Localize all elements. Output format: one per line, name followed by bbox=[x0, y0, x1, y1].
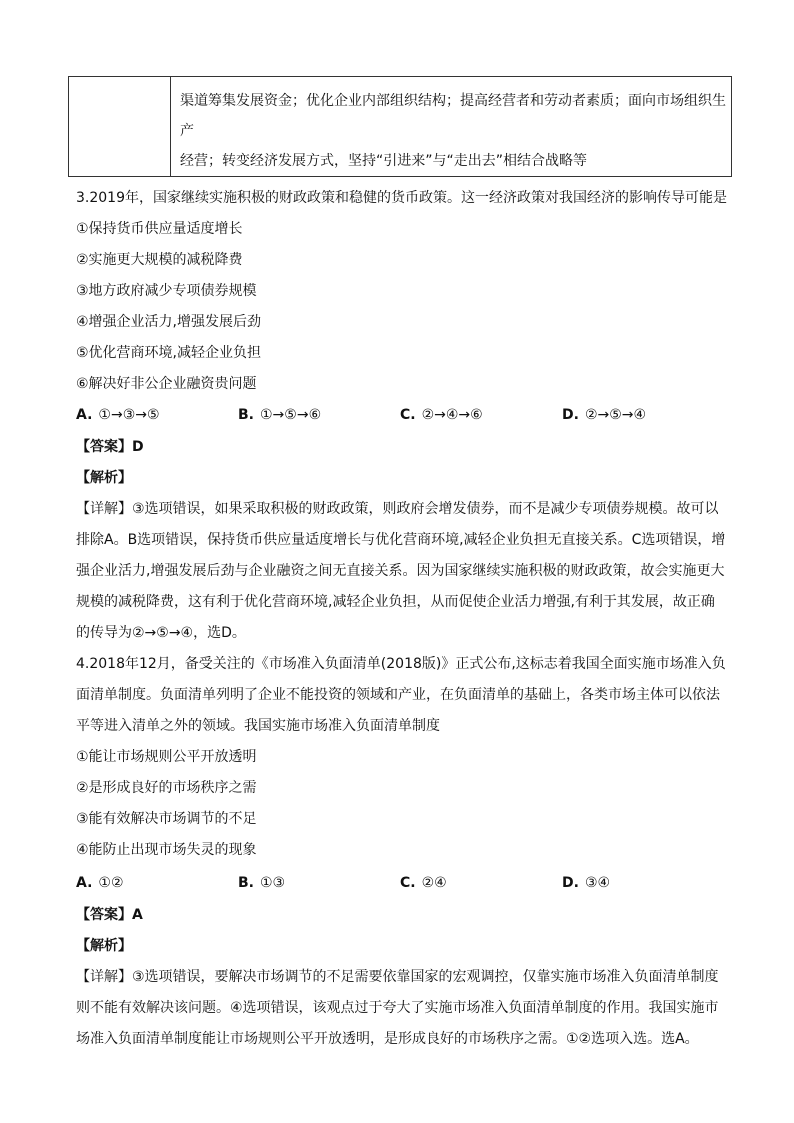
q3-analysis-label: 【解析】 bbox=[76, 470, 132, 486]
q3-detail-line-1: 【详解】③选项错误，如果采取积极的财政政策，则政府会增发债券，而不是减少专项债券规模。故可以 bbox=[76, 501, 719, 517]
q4-item-2: ②是形成良好的市场秩序之需 bbox=[76, 780, 257, 796]
q4-item-4: ④能防止出现市场失灵的现象 bbox=[76, 842, 257, 858]
q4-option-a: A. ①② bbox=[76, 875, 124, 891]
q4-detail-line-3: 场准入负面清单制度能让市场规则公平开放透明，是形成良好的市场秩序之需。①②选项入选。选A。 bbox=[76, 1031, 699, 1047]
q4-item-1: ①能让市场规则公平开放透明 bbox=[76, 749, 257, 765]
table-cell-empty bbox=[69, 77, 171, 177]
q3-option-d: D. ②→⑤→④ bbox=[562, 407, 647, 423]
q3-item-1: ①保持货币供应量适度增长 bbox=[76, 221, 243, 237]
q3-item-4: ④增强企业活力,增强发展后劲 bbox=[76, 314, 262, 330]
q4-stem-line-3: 平等进入清单之外的领域。我国实施市场准入负面清单制度 bbox=[76, 718, 440, 734]
q3-item-6: ⑥解决好非公企业融资贵问题 bbox=[76, 376, 257, 392]
q4-stem-line-1: 4.2018年12月，备受关注的《市场准入负面清单(2018版)》正式公布,这标志着我国全面实施市场准入负 bbox=[76, 656, 726, 672]
q4-option-d: D. ③④ bbox=[562, 875, 611, 891]
table-cell-content bbox=[171, 77, 732, 177]
table-text-line-1: 渠道筹集发展资金；优化企业内部组织结构；提高经营者和劳动者素质；面向市场组织生产 bbox=[180, 93, 726, 139]
table-text-line-2: 经营；转变经济发展方式，坚持“引进来”与“走出去”相结合战略等 bbox=[180, 153, 588, 169]
q3-detail-line-3: 强企业活力,增强发展后劲与企业融资之间无直接关系。因为国家继续实施积极的财政政策，故会实施更大 bbox=[76, 563, 725, 579]
q4-detail-line-2: 则不能有效解决该问题。④选项错误，该观点过于夸大了实施市场准入负面清单制度的作用。我国实施市 bbox=[76, 1000, 719, 1016]
q3-option-b: B. ①→⑤→⑥ bbox=[238, 407, 322, 423]
q3-item-2: ②实施更大规模的减税降费 bbox=[76, 252, 243, 268]
q3-detail-line-2: 排除A。B选项错误，保持货币供应量适度增长与优化营商环境,减轻企业负担无直接关系。C选项错误，增 bbox=[76, 532, 726, 548]
q3-detail-line-5: 的传导为②→⑤→④，选D。 bbox=[76, 625, 246, 641]
q4-stem-line-2: 面清单制度。负面清单列明了企业不能投资的领域和产业，在负面清单的基础上，各类市场主体可以依法 bbox=[76, 687, 720, 703]
q3-answer: 【答案】D bbox=[76, 439, 144, 455]
q4-analysis-label: 【解析】 bbox=[76, 938, 132, 954]
q4-answer: 【答案】A bbox=[76, 907, 143, 923]
continuation-table bbox=[68, 76, 732, 177]
q4-option-b: B. ①③ bbox=[238, 875, 286, 891]
q3-item-3: ③地方政府减少专项债券规模 bbox=[76, 283, 257, 299]
q3-detail-line-4: 规模的减税降费，这有利于优化营商环境,减轻企业负担，从而促使企业活力增强,有利于其发展，故正确 bbox=[76, 594, 715, 610]
q3-item-5: ⑤优化营商环境,减轻企业负担 bbox=[76, 345, 262, 361]
q3-stem: 3.2019年，国家继续实施积极的财政政策和稳健的货币政策。这一经济政策对我国经济的影响传导可能是 bbox=[76, 190, 727, 206]
q3-option-c: C. ②→④→⑥ bbox=[400, 407, 483, 423]
q4-detail-line-1: 【详解】③选项错误，要解决市场调节的不足需要依靠国家的宏观调控，仅靠实施市场准入负面清单制度 bbox=[76, 969, 719, 985]
q4-option-c: C. ②④ bbox=[400, 875, 447, 891]
table-row bbox=[69, 77, 732, 177]
q3-option-a: A. ①→③→⑤ bbox=[76, 407, 160, 423]
q4-item-3: ③能有效解决市场调节的不足 bbox=[76, 811, 257, 827]
